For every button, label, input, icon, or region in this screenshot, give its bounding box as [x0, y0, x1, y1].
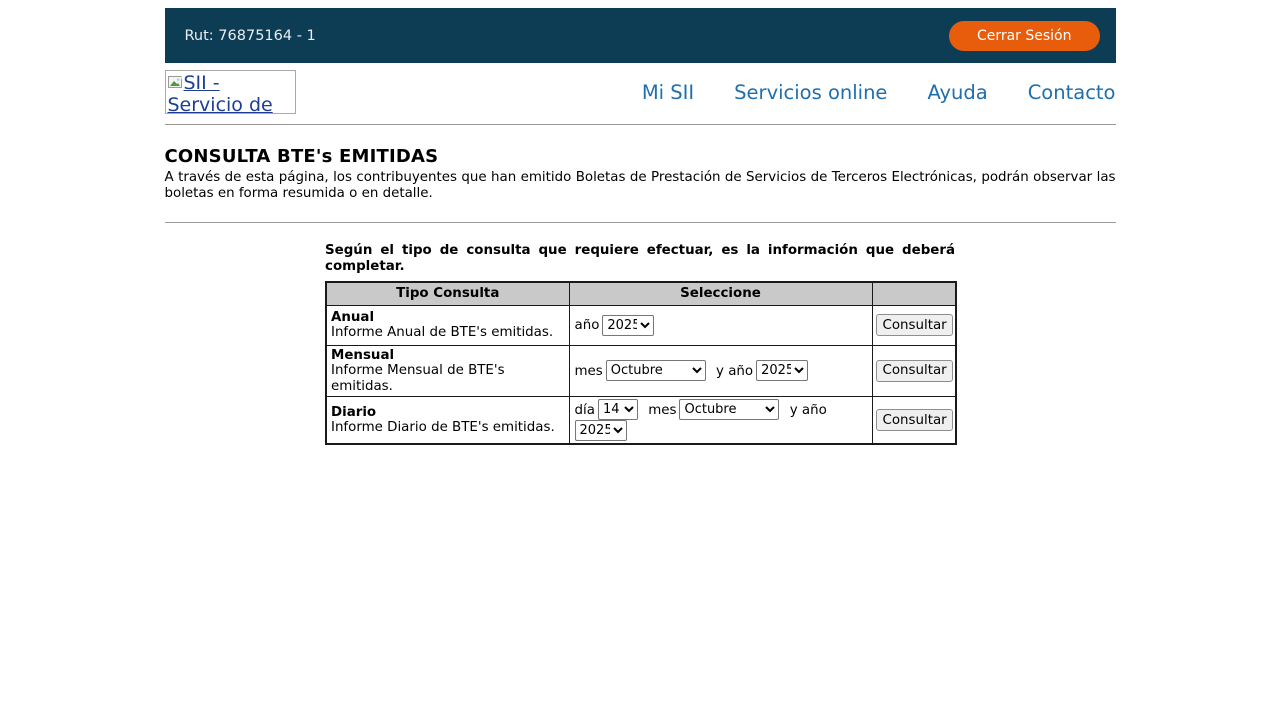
mensual-month-label: mes: [574, 363, 603, 379]
diario-year-label: y año: [789, 402, 827, 418]
mensual-description: Informe Mensual de BTE's emitidas.: [331, 363, 505, 394]
diario-description: Informe Diario de BTE's emitidas.: [331, 420, 555, 435]
rut-label: Rut: 76875164 - 1: [184, 27, 316, 44]
nav-ayuda[interactable]: Ayuda: [927, 80, 988, 104]
anual-name: Anual: [331, 309, 375, 325]
logo-alt-text: SII - Servicio de: [167, 72, 273, 114]
mensual-year-select[interactable]: [756, 360, 808, 381]
mensual-year-label: y año: [716, 363, 754, 379]
anual-button-cell: [872, 305, 956, 345]
mensual-month-select[interactable]: [606, 360, 706, 381]
anual-select-cell: [569, 305, 872, 345]
nav-servicios-online[interactable]: Servicios online: [734, 80, 888, 104]
page-description: A través de esta página, los contribuyentes que han emitido Boletas de Prestación de Servicios de Terceros Electrónicas, podrán observar las boletas en forma resumida o en detalle.: [164, 170, 1116, 201]
mensual-button-cell: [872, 345, 956, 397]
broken-image-icon: [168, 72, 183, 94]
mensual-consultar-button[interactable]: Consultar: [876, 360, 953, 382]
anual-year-select[interactable]: [602, 315, 654, 336]
page-title: CONSULTA BTE's EMITIDAS: [164, 146, 439, 167]
table-row-mensual: [326, 345, 956, 397]
mensual-select-cell: [569, 345, 872, 397]
diario-select-cell: [569, 397, 872, 445]
header-seleccione: Seleccione: [569, 282, 872, 305]
header: [165, 63, 1116, 124]
diario-day-label: día: [574, 402, 595, 418]
header-empty: [872, 282, 956, 305]
anual-year-label: año: [574, 318, 600, 333]
table-header-row: [326, 282, 956, 305]
content-divider: [165, 222, 1116, 223]
mensual-tipo-cell: [326, 345, 569, 397]
diario-month-select[interactable]: [679, 399, 779, 420]
table-row-anual: [326, 305, 956, 345]
diario-tipo-cell: [326, 397, 569, 445]
diario-name: Diario: [331, 404, 377, 420]
diario-consultar-button[interactable]: Consultar: [876, 409, 953, 431]
anual-description: Informe Anual de BTE's emitidas.: [331, 325, 554, 340]
header-tipo-consulta: Tipo Consulta: [326, 282, 569, 305]
consulta-section: [325, 243, 955, 445]
session-bar: [165, 8, 1116, 63]
instruction-text: Según el tipo de consulta que requiere efectuar, es la información que deberá completar.: [325, 243, 955, 274]
nav-contacto[interactable]: Contacto: [1027, 80, 1116, 104]
page-container: [165, 0, 1116, 445]
mensual-name: Mensual: [331, 347, 395, 363]
nav-mi-sii[interactable]: Mi SII: [641, 80, 695, 104]
diario-button-cell: [872, 397, 956, 445]
logout-button[interactable]: Cerrar Sesión: [949, 21, 1100, 51]
table-row-diario: [326, 397, 956, 445]
sii-logo-link[interactable]: [165, 70, 296, 114]
main-nav: [642, 81, 1116, 104]
diario-month-label: mes: [648, 402, 677, 418]
diario-day-select[interactable]: [598, 399, 638, 420]
diario-year-select[interactable]: [575, 420, 627, 441]
anual-tipo-cell: [326, 305, 569, 345]
consulta-table: [325, 281, 957, 445]
page-intro: [165, 146, 1116, 201]
anual-consultar-button[interactable]: Consultar: [876, 314, 953, 336]
header-divider: [165, 124, 1116, 125]
